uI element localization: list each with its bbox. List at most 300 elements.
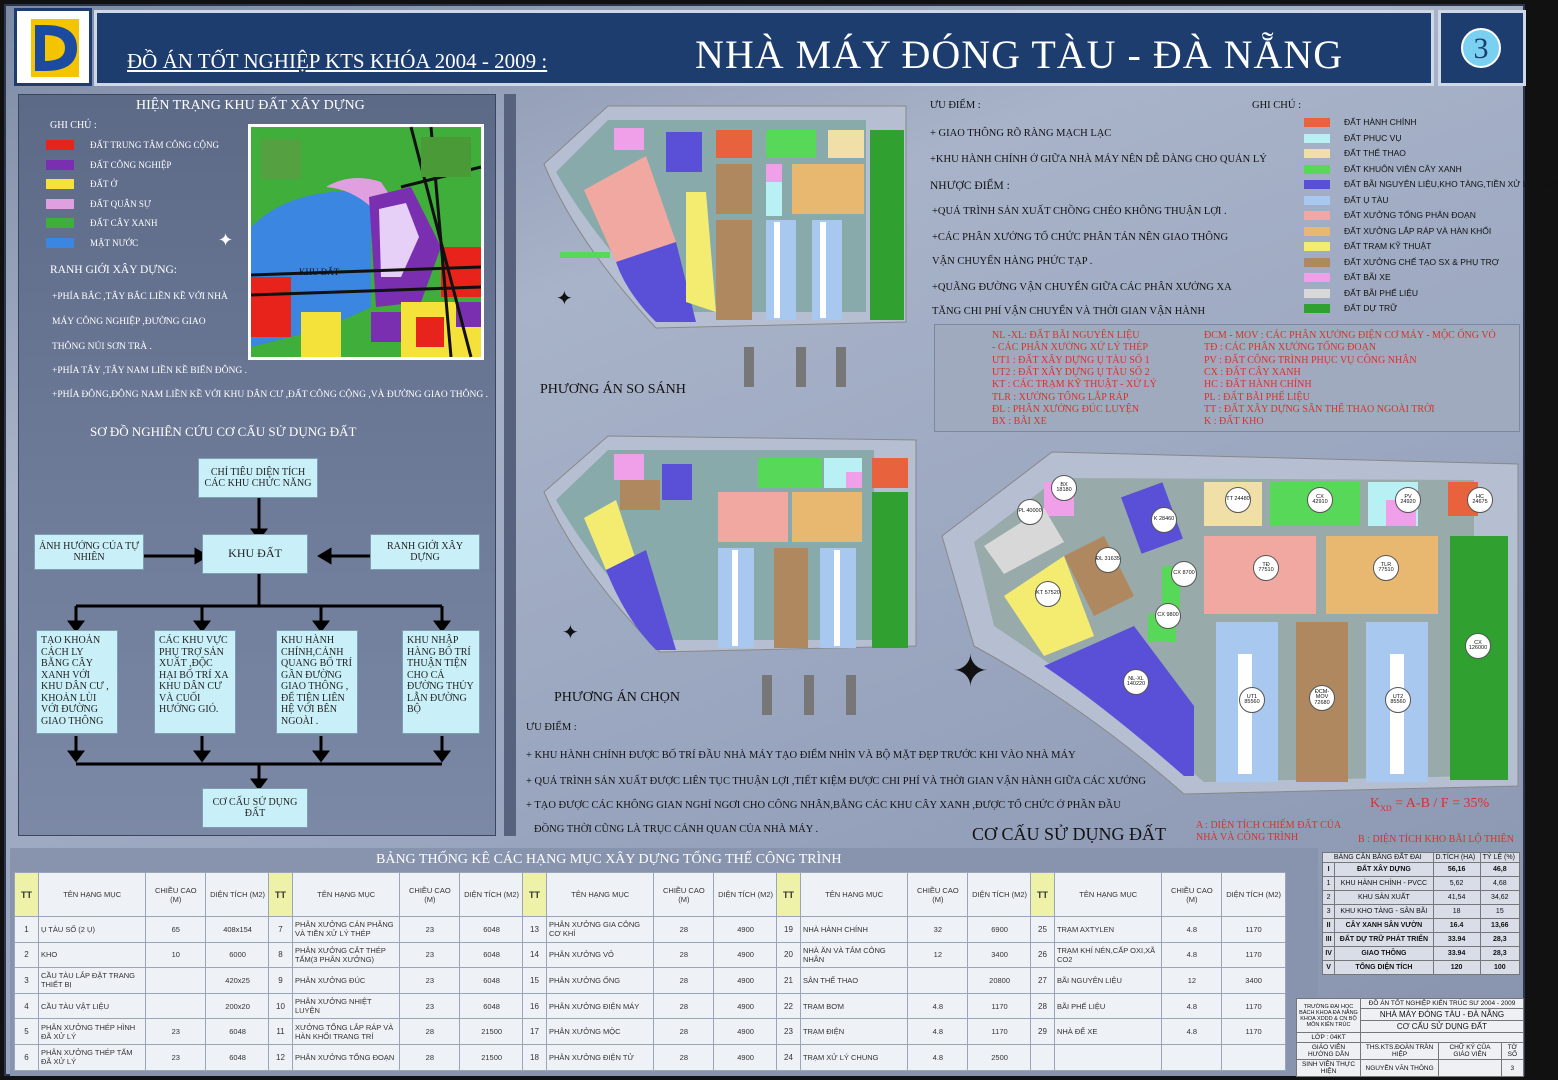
table-row: [1323, 961, 1520, 975]
abbr-right-item: K : ĐẤT KHO: [1204, 416, 1264, 428]
current-legend-title: GHI CHÚ :: [50, 120, 97, 131]
abbr-right-item: TT : ĐẤT XÂY DỰNG SÂN THỂ THAO NGOÀI TRỜI: [1204, 403, 1435, 415]
stat-table: [268, 872, 524, 1071]
row-name: Ụ TÀU SỐ (2 Ụ): [38, 917, 145, 943]
row-area: 2500: [968, 1044, 1032, 1070]
land-balance-table: [1322, 852, 1520, 975]
chosen-plan-small: [536, 430, 926, 730]
row-area: 3400: [1222, 968, 1286, 994]
plan-zone-label: ĐCM-MOV 72680: [1309, 685, 1335, 711]
plan-zone-label: HC 24675: [1467, 487, 1493, 513]
compare-plan: [536, 102, 926, 402]
row-no: 12: [269, 1044, 293, 1070]
row-height: [146, 993, 206, 1019]
abbr-right-item: PL : ĐẤT BÃI PHẾ LIỆU: [1204, 391, 1310, 403]
abbr-right-item: CX : ĐẤT CÂY XANH: [1204, 366, 1301, 378]
legend2-label: ĐẤT XƯỞNG CHẾ TẠO SX & PHỤ TRỢ: [1344, 256, 1500, 267]
row-no: 29: [1031, 1019, 1055, 1045]
legend2-label: ĐẤT XƯỞNG TỔNG PHÂN ĐOẠN: [1344, 210, 1476, 220]
row-height: 28: [654, 1044, 714, 1070]
row-name: PHÂN XƯỞNG ĐÚC: [292, 968, 400, 994]
stat-col-header: CHIỀU CAO (M): [908, 873, 968, 917]
abbr-right-item: HC : ĐẤT HÀNH CHÍNH: [1204, 379, 1312, 391]
row-name: PHÂN XƯỞNG THÉP TẤM ĐÃ XỬ LÝ: [38, 1044, 145, 1070]
legend2-swatch: [1304, 149, 1330, 158]
boundary-title: RANH GIỚI XÂY DỰNG:: [50, 264, 177, 276]
row-no: 2: [15, 942, 39, 968]
table-row: [269, 968, 524, 994]
balance-cell: 15: [1480, 905, 1519, 919]
sheet-number: 3: [1461, 28, 1501, 68]
plan-zone-label: KT 57520: [1035, 581, 1061, 607]
plan-zone-label: TLR 77510: [1373, 555, 1399, 581]
table-row: [523, 1019, 778, 1045]
flow-box-1: TẠO KHOẢN CÁCH LY BẰNG CÂY XANH VỚI KHU DÂN CƯ , KHOẢN LÙI VỚI ĐƯỜNG GIAO THÔNG: [36, 630, 118, 734]
plan-zone-label: CX 8700: [1171, 561, 1197, 587]
boundary-line: +PHÍA ĐÔNG,ĐÔNG NAM LIỀN KỀ VỚI KHU DÂN CƯ ,ĐẤT CÔNG CỘNG ,VÀ ĐƯỜNG GIAO THÔNG .: [52, 390, 488, 400]
row-no: 9: [269, 968, 293, 994]
row-no: 19: [777, 917, 801, 943]
tb-to-num: 3: [1501, 1060, 1523, 1077]
plan-zone-label: TĐ 77510: [1253, 555, 1279, 581]
legend2-swatch: [1304, 227, 1330, 236]
tb-school: TRƯỜNG ĐẠI HỌC BÁCH KHOA ĐÀ NẴNG KHOA XDDD & CN BỘ MÔN KIẾN TRÚC: [1297, 999, 1361, 1033]
row-area: [1222, 1044, 1286, 1070]
table-row: [523, 968, 778, 994]
row-area: 6000: [206, 942, 270, 968]
row-area: 4900: [714, 1019, 778, 1045]
stat-col-header: TÊN HẠNG MỤC: [800, 873, 908, 917]
legend2-swatch: [1304, 258, 1330, 267]
balance-cell: 18: [1433, 905, 1480, 919]
row-no: 26: [1031, 942, 1055, 968]
balance-cell: 41,54: [1433, 891, 1480, 905]
row-no: 6: [15, 1044, 39, 1070]
legend2-label: ĐẤT BÃI NGUYÊN LIỆU,KHO TÀNG,TIỀN XỬ LÝ THÉP: [1344, 179, 1558, 189]
row-area: 1170: [1222, 1019, 1286, 1045]
row-no: 25: [1031, 917, 1055, 943]
row-area: 1170: [1222, 942, 1286, 968]
balance-col-area: D.TÍCH (HA): [1433, 853, 1480, 863]
stat-col-header: DIỆN TÍCH (M2): [460, 873, 524, 917]
stat-col-header: TÊN HẠNG MỤC: [546, 873, 654, 917]
note-b: B : DIỆN TÍCH KHO BÃI LỘ THIÊN: [1358, 834, 1515, 845]
plan-zone-label: PL 40000: [1017, 499, 1043, 525]
row-area: 6048: [460, 917, 524, 943]
row-height: 28: [654, 917, 714, 943]
boundary-line: +PHÍA TÂY ,TÂY NAM LIỀN KỀ BIỂN ĐÔNG .: [52, 366, 247, 376]
legend-label: ĐẤT QUÂN SỰ: [90, 198, 151, 209]
flow-left-box: ẢNH HƯỞNG CỦA TỰ NHIÊN: [34, 534, 144, 570]
row-name: BÃI NGUYÊN LIỆU: [1054, 968, 1162, 994]
title-bar: [94, 10, 1434, 86]
plan-zone-label: CX 42910: [1307, 487, 1333, 513]
row-no: 3: [15, 968, 39, 994]
legend2-swatch: [1304, 289, 1330, 298]
row-height: 4.8: [908, 1019, 968, 1045]
row-area: 3400: [968, 942, 1032, 968]
row-area: 408x154: [206, 917, 270, 943]
legend2-label: ĐẤT BÃI PHẾ LIỆU: [1344, 287, 1419, 298]
stat-title: BẢNG THỐNG KÊ CÁC HẠNG MỤC XÂY DỰNG TỔNG THỂ CÔNG TRÌNH: [376, 852, 842, 867]
balance-cell: 46,8: [1480, 863, 1519, 877]
stat-col-header: TT: [777, 873, 801, 917]
sheet-number-box: [1438, 10, 1526, 86]
row-height: 4.8: [1162, 993, 1222, 1019]
row-area: 1170: [968, 1019, 1032, 1045]
row-area: 420x25: [206, 968, 270, 994]
balance-cell: II: [1323, 919, 1335, 933]
row-name: PHÂN XƯỞNG NHIỆT LUYỆN: [292, 993, 400, 1019]
row-area: 6048: [460, 968, 524, 994]
compare-label: PHƯƠNG ÁN SO SÁNH: [540, 382, 686, 397]
stat-col-header: CHIỀU CAO (M): [400, 873, 460, 917]
chosen-final-title: CƠ CẤU SỬ DỤNG ĐẤT: [972, 824, 1166, 844]
chosen-pros-title: ƯU ĐIỂM :: [526, 722, 577, 733]
row-height: 10: [146, 942, 206, 968]
stat-table: [776, 872, 1032, 1071]
abbr-left-item: ĐL : PHÂN XƯỞNG ĐÚC LUYỆN: [992, 403, 1140, 415]
table-row: [1323, 877, 1520, 891]
plan-zone-label: CX 126000: [1465, 633, 1491, 659]
balance-cell: GIAO THÔNG: [1335, 947, 1433, 961]
legend2-label: ĐẤT Ụ TÀU: [1344, 194, 1389, 205]
table-row: [1031, 917, 1286, 943]
legend-swatch: [46, 199, 74, 209]
row-no: 11: [269, 1019, 293, 1045]
legend2-label: ĐẤT KHUÔN VIÊN CÂY XANH: [1344, 163, 1462, 174]
row-no: 5: [15, 1019, 39, 1045]
legend-label: ĐẤT CÂY XANH: [90, 218, 158, 228]
balance-cell: 28,3: [1480, 947, 1519, 961]
title-block: [1296, 998, 1524, 1077]
stat-col-header: DIỆN TÍCH (M2): [714, 873, 778, 917]
legend2-label: ĐẤT HÀNH CHÍNH: [1344, 117, 1417, 127]
compass-icon: ✦: [556, 288, 573, 310]
legend-swatch: [46, 238, 74, 248]
row-area: 6048: [206, 1019, 270, 1045]
row-area: 1170: [1222, 917, 1286, 943]
table-row: [15, 942, 270, 968]
current-heading: HIỆN TRẠNG KHU ĐẤT XÂY DỰNG: [136, 98, 365, 113]
row-area: 4900: [714, 917, 778, 943]
compare-con-item: TĂNG CHI PHÍ VẬN CHUYỂN VÀ THỜI GIAN VẬN HÀNH: [932, 306, 1206, 317]
row-height: 23: [400, 993, 460, 1019]
table-row: [1323, 891, 1520, 905]
balance-cell: 33.94: [1433, 933, 1480, 947]
site-map: [248, 124, 484, 360]
flow-heading: SƠ ĐỒ NGHIÊN CỨU CƠ CẤU SỬ DỤNG ĐẤT: [90, 424, 357, 439]
legend2-label: ĐẤT PHỤC VỤ: [1344, 132, 1402, 143]
table-row: [1031, 942, 1286, 968]
row-no: 18: [523, 1044, 547, 1070]
row-area: 6900: [968, 917, 1032, 943]
balance-cell: IV: [1323, 947, 1335, 961]
stat-col-header: TT: [1031, 873, 1055, 917]
balance-cell: 28,3: [1480, 933, 1519, 947]
abbr-left-item: UT2 : ĐẤT XÂY DỰNG Ụ TÀU SỐ 2: [992, 366, 1150, 378]
row-height: 28: [654, 1019, 714, 1045]
row-height: 32: [908, 917, 968, 943]
chosen-pro-item: + KHU HÀNH CHÍNH ĐƯỢC BỐ TRÍ ĐẦU NHÀ MÁY TẠO ĐIỂM NHÌN VÀ BỘ MẶT ĐẸP TRƯỚC KHI VÀO NHÀ MÁY: [526, 750, 1076, 761]
legend2-label: ĐẤT DỰ TRỮ: [1344, 303, 1398, 313]
balance-title: BẢNG CÂN BẰNG ĐẤT ĐAI: [1323, 853, 1434, 863]
stat-col-header: CHIỀU CAO (M): [1162, 873, 1222, 917]
row-height: [908, 968, 968, 994]
balance-cell: ĐẤT XÂY DỰNG: [1335, 863, 1433, 877]
legend2-label: ĐẤT XƯỞNG LẮP RÁP VÀ HÀN KHỐI: [1344, 225, 1492, 236]
balance-cell: 1: [1323, 877, 1335, 891]
row-name: PHÂN XƯỞNG ĐIỆN MÁY: [546, 993, 654, 1019]
balance-cell: ĐẤT DỰ TRỮ PHÁT TRIỂN: [1335, 933, 1433, 947]
table-row: [777, 1019, 1032, 1045]
plan-zone-label: K 28460: [1151, 507, 1177, 533]
row-name: NHÀ ĂN VÀ TẮM CÔNG NHÂN: [800, 942, 908, 968]
chosen-pro-item: + QUÁ TRÌNH SẢN XUẤT ĐƯỢC LIÊN TỤC THUẬN LỢI ,TIẾT KIỆM ĐƯỢC CHI PHÍ VÀ THỜI GIAN VẬN HÀNH GIỮA CÁC XƯỞNG: [526, 776, 1146, 787]
compare-con-item: +QUÃNG ĐƯỜNG VẬN CHUYỂN GIỮA CÁC PHÂN XƯỞNG XA: [932, 282, 1232, 293]
row-height: 4.8: [1162, 942, 1222, 968]
tb-sv-label: SINH VIÊN THỰC HIỆN: [1297, 1060, 1361, 1077]
abbr-left-item: UT1 : ĐẤT XÂY DỰNG Ụ TÀU SỐ 1: [992, 354, 1150, 366]
row-height: 23: [400, 917, 460, 943]
row-area: 1170: [968, 993, 1032, 1019]
page-title: NHÀ MÁY ĐÓNG TÀU - ĐÀ NẴNG: [695, 32, 1344, 77]
table-row: [1031, 968, 1286, 994]
stat-col-header: DIỆN TÍCH (M2): [968, 873, 1032, 917]
row-no: 17: [523, 1019, 547, 1045]
divider: [504, 94, 516, 836]
table-row: [777, 942, 1032, 968]
row-height: [1162, 1044, 1222, 1070]
boundary-line: THÔNG NÚI SƠN TRÀ .: [52, 342, 152, 352]
legend-label: ĐẤT TRUNG TÂM CÔNG CỘNG: [90, 140, 220, 150]
row-area: 6048: [206, 1044, 270, 1070]
stat-col-header: TT: [269, 873, 293, 917]
legend-swatch: [46, 179, 74, 189]
flow-right-box: RANH GIỚI XÂY DỰNG: [370, 534, 480, 570]
balance-cell: KHU KHO TÀNG - SÂN BÃI: [1335, 905, 1433, 919]
row-area: 21500: [460, 1044, 524, 1070]
row-height: 4.8: [1162, 917, 1222, 943]
legend2-swatch: [1304, 134, 1330, 143]
legend2-swatch: [1304, 180, 1330, 189]
row-height: 65: [146, 917, 206, 943]
map-label: KHU ĐẤT: [299, 267, 340, 277]
row-name: BÃI PHẾ LIỆU: [1054, 993, 1162, 1019]
flow-box-2: CÁC KHU VỰC PHỤ TRỢ SẢN XUẤT ,ĐỘC HẠI BỐ TRÍ XA KHU DÂN CƯ VÀ CUỐI HƯỚNG GIÓ.: [154, 630, 236, 734]
compare-pro-item: + GIAO THÔNG RÕ RÀNG MẠCH LẠC: [930, 128, 1112, 139]
table-row: [777, 993, 1032, 1019]
legend-label: ĐẤT CÔNG NGHIỆP: [90, 159, 172, 170]
abbr-left-item: KT : CÁC TRẠM KỸ THUẬT - XỬ LÝ: [992, 379, 1157, 391]
balance-cell: III: [1323, 933, 1335, 947]
chosen-label: PHƯƠNG ÁN CHỌN: [554, 690, 680, 705]
row-name: TRẠM ĐIỆN: [800, 1019, 908, 1045]
row-name: PHÂN XƯỞNG GIA CÔNG CƠ KHÍ: [546, 917, 654, 943]
row-height: 28: [654, 942, 714, 968]
legend-label: MẶT NƯỚC: [90, 237, 139, 248]
row-no: 14: [523, 942, 547, 968]
row-height: 23: [146, 1019, 206, 1045]
abbr-right-item: TĐ : CÁC PHÂN XƯỞNG TỔNG ĐOẠN: [1204, 342, 1377, 354]
flow-box-3: KHU HÀNH CHÍNH,CẢNH QUANG BỐ TRÍ GẦN ĐƯỜNG GIAO THÔNG , ĐỂ TIỆN LIÊN HỆ VỚI BÊN NGOÀI .: [276, 630, 358, 734]
row-name: TRẠM KHÍ NÉN,CẤP OXI,XÃ CO2: [1054, 942, 1162, 968]
balance-cell: 56,16: [1433, 863, 1480, 877]
legend2-swatch: [1304, 273, 1330, 282]
north-arrow-icon: ✦: [218, 230, 234, 250]
table-row: [777, 1044, 1032, 1070]
table-row: [269, 1019, 524, 1045]
formula: $K_{XD} = A-B / F = 35\%$: [1370, 796, 1490, 813]
legend-swatch: [46, 160, 74, 170]
stat-col-header: DIỆN TÍCH (M2): [1222, 873, 1286, 917]
row-no: 23: [777, 1019, 801, 1045]
row-height: [146, 968, 206, 994]
row-no: 4: [15, 993, 39, 1019]
tb-sv: NGUYỄN VĂN THÔNG: [1361, 1060, 1439, 1077]
table-row: [523, 1044, 778, 1070]
legend2-swatch: [1304, 196, 1330, 205]
flow-top-box: CHỈ TIÊU DIỆN TÍCH CÁC KHU CHỨC NĂNG: [198, 458, 318, 498]
row-height: 12: [1162, 968, 1222, 994]
balance-cell: 100: [1480, 961, 1519, 975]
row-no: 7: [269, 917, 293, 943]
boundary-line: MÁY CÔNG NGHIỆP ,ĐƯỜNG GIAO: [52, 317, 206, 327]
note-a: A : DIỆN TÍCH CHIẾM ĐẤT CỦA NHÀ VÀ CÔNG TRÌNH: [1196, 820, 1341, 844]
row-name: TRẠM AXTYLEN: [1054, 917, 1162, 943]
plan-zone-label: TT 24480: [1225, 487, 1251, 513]
row-name: PHÂN XƯỞNG TỔNG ĐOẠN: [292, 1044, 400, 1070]
tb-sheet-title: CƠ CẤU SỬ DỤNG ĐẤT: [1361, 1021, 1524, 1033]
row-name: PHÂN XƯỞNG VỎ: [546, 942, 654, 968]
abbr-right-item: PV : ĐẤT CÔNG TRÌNH PHỤC VỤ CÔNG NHÂN: [1204, 354, 1417, 366]
table-row: [1323, 905, 1520, 919]
row-area: 4900: [714, 1044, 778, 1070]
row-name: PHÂN XƯỞNG ĐIỆN TỬ: [546, 1044, 654, 1070]
tb-to-so: TỜ SỐ: [1501, 1043, 1523, 1060]
row-area: 4900: [714, 993, 778, 1019]
balance-cell: 120: [1433, 961, 1480, 975]
plan-zone-label: UT1 85560: [1239, 687, 1265, 713]
balance-cell: 3: [1323, 905, 1335, 919]
row-no: 27: [1031, 968, 1055, 994]
row-height: 28: [654, 993, 714, 1019]
stat-col-header: TT: [15, 873, 39, 917]
row-height: 4.8: [1162, 1019, 1222, 1045]
stat-col-header: DIỆN TÍCH (M2): [206, 873, 270, 917]
table-row: [269, 993, 524, 1019]
balance-cell: TỔNG DIỆN TÍCH: [1335, 961, 1433, 975]
table-row: [15, 968, 270, 994]
row-name: PHÂN XƯỞNG CẮT THÉP TẤM(3 PHÂN XƯỞNG): [292, 942, 400, 968]
row-name: CẦU TÀU VẬT LIỆU: [38, 993, 145, 1019]
table-row: [269, 1044, 524, 1070]
legend-label: ĐẤT Ở: [90, 179, 118, 189]
balance-cell: 2: [1323, 891, 1335, 905]
compare-con-item: +CÁC PHÂN XƯỞNG TỔ CHỨC PHÂN TÁN NÊN GIAO THÔNG: [932, 232, 1229, 243]
row-area: 200x20: [206, 993, 270, 1019]
row-name: PHÂN XƯỞNG ỐNG: [546, 968, 654, 994]
plan-zone-label: BX 18180: [1051, 475, 1077, 501]
row-height: 28: [400, 1019, 460, 1045]
row-area: 4900: [714, 942, 778, 968]
balance-cell: KHU SẢN XUẤT: [1335, 891, 1433, 905]
legend2-label: ĐẤT TRẠM KỸ THUẬT: [1344, 241, 1432, 251]
balance-cell: 33.94: [1433, 947, 1480, 961]
legend2-label: ĐẤT THỂ THAO: [1344, 148, 1406, 158]
drawing-sheet: [4, 4, 1558, 1076]
tb-project: NHÀ MÁY ĐÓNG TÀU - ĐÀ NẴNG: [1361, 1009, 1524, 1021]
legend2-label: ĐẤT BÃI XE: [1344, 272, 1391, 282]
balance-cell: 13,66: [1480, 919, 1519, 933]
row-no: 24: [777, 1044, 801, 1070]
stat-col-header: CHIỀU CAO (M): [146, 873, 206, 917]
row-name: SÂN THỂ THAO: [800, 968, 908, 994]
stat-table: [1030, 872, 1286, 1071]
stat-table: [14, 872, 270, 1071]
flow-bottom-box: CƠ CẤU SỬ DỤNG ĐẤT: [202, 788, 308, 828]
tb-sign: CHỮ KÝ CỦA GIÁO VIÊN: [1439, 1043, 1501, 1060]
row-height: 12: [908, 942, 968, 968]
stat-table: [522, 872, 778, 1071]
row-height: 23: [146, 1044, 206, 1070]
row-no: 13: [523, 917, 547, 943]
balance-cell: 16.4: [1433, 919, 1480, 933]
row-name: TRẠM BƠM: [800, 993, 908, 1019]
table-row: [523, 917, 778, 943]
legend2-swatch: [1304, 242, 1330, 251]
stat-col-header: TT: [523, 873, 547, 917]
row-height: 28: [400, 1044, 460, 1070]
table-row: [523, 993, 778, 1019]
table-row: [15, 917, 270, 943]
row-name: TRẠM XỬ LÝ CHUNG: [800, 1044, 908, 1070]
plan-zone-label: UT2 85560: [1385, 687, 1411, 713]
plan-zone-label: NL-XL 140220: [1123, 669, 1149, 695]
table-row: [777, 968, 1032, 994]
row-name: XƯỞNG TỔNG LẮP RÁP VÀ HÀN KHỐI TRANG TRÍ: [292, 1019, 400, 1045]
table-row: [1031, 1019, 1286, 1045]
row-height: 4.8: [908, 1044, 968, 1070]
legend2-swatch: [1304, 211, 1330, 220]
table-row: [523, 942, 778, 968]
row-no: [1031, 1044, 1055, 1070]
row-area: 21500: [460, 1019, 524, 1045]
plan-zone-label: PV 24920: [1395, 487, 1421, 513]
tb-project-head: ĐỒ ÁN TỐT NGHIỆP KIẾN TRÚC SƯ 2004 - 2009: [1361, 999, 1524, 1009]
row-area: 6048: [460, 993, 524, 1019]
row-name: PHÂN XƯỞNG CÁN PHẲNG VÀ TIỀN XỬ LÝ THÉP: [292, 917, 400, 943]
compass-icon-3: ✦: [952, 647, 989, 696]
row-no: 16: [523, 993, 547, 1019]
subtitle: ĐỒ ÁN TỐT NGHIỆP KTS KHÓA 2004 - 2009 :: [127, 49, 548, 73]
table-row: [1031, 1044, 1286, 1070]
table-row: [269, 942, 524, 968]
row-no: 15: [523, 968, 547, 994]
table-row: [15, 1044, 270, 1070]
row-area: 20800: [968, 968, 1032, 994]
compare-con-item: VẬN CHUYỂN HÀNG PHỨC TẠP .: [932, 256, 1093, 267]
table-row: [1323, 919, 1520, 933]
balance-cell: I: [1323, 863, 1335, 877]
tb-gv-label: GIÁO VIÊN HƯỚNG DẪN: [1297, 1043, 1361, 1060]
row-no: 22: [777, 993, 801, 1019]
row-area: 4900: [714, 968, 778, 994]
legend-swatch: [46, 140, 74, 150]
table-row: [1031, 993, 1286, 1019]
row-name: NHÀ ĐỂ XE: [1054, 1019, 1162, 1045]
compare-cons-title: NHƯỢC ĐIỂM :: [930, 180, 1010, 192]
